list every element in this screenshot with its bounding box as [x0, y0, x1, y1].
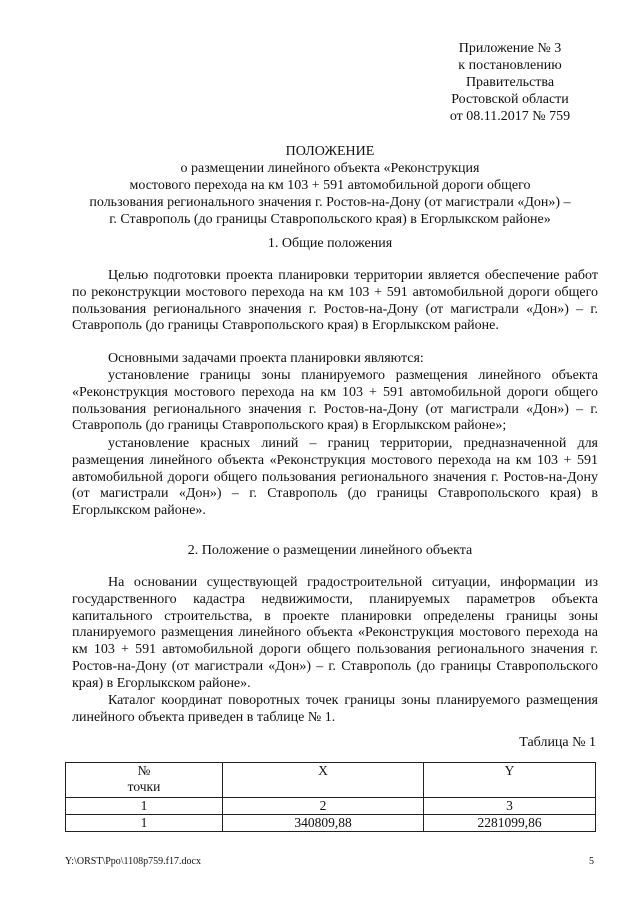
annex-line: Ростовской области [451, 92, 569, 107]
document-title [62, 143, 598, 228]
section1-paragraph: Целью подготовки проекта планировки территории является обеспечение работ по реконструкции мостового перехода на км 103 + 591 автомобильной дороги общего пользования регионального значения г. Ростов-на-Дону (от магистрали «Дон») – г. Ставрополь (до границы Ставропольского края) в Егорлыкском районе. [72, 268, 598, 334]
table-row [66, 815, 596, 832]
section2-paragraph: Каталог координат поворотных точек границы зоны планируемого размещения линейного объекта приведен в таблице № 1. [72, 693, 598, 725]
coordinates-table [65, 762, 596, 832]
title-line: о размещении линейного объекта «Реконструкция [180, 161, 480, 176]
col-header-y: Y [424, 763, 596, 798]
table-cell: 1 [66, 815, 223, 832]
title-line: г. Ставрополь (до границы Ставропольского края) в Егорлыкском районе» [109, 212, 551, 227]
table-cell: 2281099,86 [424, 815, 596, 832]
table-header-row [66, 763, 596, 798]
footer-file-path: Y:\ORST\Ppo\1108p759.f17.docx [65, 856, 201, 867]
section2-heading: 2. Положение о размещении линейного объекта [187, 543, 473, 558]
footer-page-number: 5 [589, 856, 594, 867]
col-header-point [66, 763, 223, 798]
section1-paragraph: установление границы зоны планируемого размещения линейного объекта «Реконструкция мостового перехода на км 103 + 591 автомобильной дороги общего пользования регионального значения г. Ростов-на-Дону (от магистрали «Дон») – г. Ставрополь (до границы Ставропольского края) в Егорлыкском районе»; [72, 368, 598, 434]
annex-line: к постановлению [458, 58, 562, 73]
annex-line: Правительства [465, 75, 555, 90]
title-heading: ПОЛОЖЕНИЕ [285, 144, 375, 159]
title-line: мостового перехода на км 103 + 591 автомобильной дороги общего [129, 178, 531, 193]
annex-line: от 08.11.2017 № 759 [449, 109, 571, 124]
title-line: пользования регионального значения г. Ростов-на-Дону (от магистрали «Дон») – [89, 195, 571, 210]
table-index-row [66, 798, 596, 815]
col-header-x: X [223, 763, 424, 798]
table-cell: 3 [424, 798, 596, 815]
table-cell: 340809,88 [223, 815, 424, 832]
annex-line: Приложение № 3 [458, 41, 562, 56]
col-header-point-line: № [137, 763, 151, 778]
section1-paragraph: установление красных линий – границ территории, предназначенной для размещения линейного объекта «Реконструкция мостового перехода на км 103 + 591 автомобильной дороги общего пользования регионального значения г. Ростов-на-Дону (от магистрали «Дон») – г. Ставрополь (до границы Ставропольского края) в Егорлыкском районе». [72, 436, 598, 519]
section1-heading: 1. Общие положения [267, 236, 393, 251]
annex-block [420, 40, 600, 125]
section2-paragraph: На основании существующей градостроительной ситуации, информации из государственного кадастра недвижимости, планируемых параметров объекта капитального строительства, в проекте планировки определены границы зоны планируемого размещения линейного объекта «Реконструкция мостового перехода на км 103 + 591 автомобильной дороги общего пользования регионального значения г. Ростов-на-Дону (от магистрали «Дон») – г. Ставрополь (до границы Ставропольского края) в Егорлыкском районе». [72, 575, 598, 691]
table-cell: 1 [66, 798, 223, 815]
section1-paragraph: Основными задачами проекта планировки являются: [108, 351, 424, 366]
table-label: Таблица № 1 [519, 735, 596, 750]
table-cell: 2 [223, 798, 424, 815]
col-header-point-line: точки [127, 779, 161, 794]
